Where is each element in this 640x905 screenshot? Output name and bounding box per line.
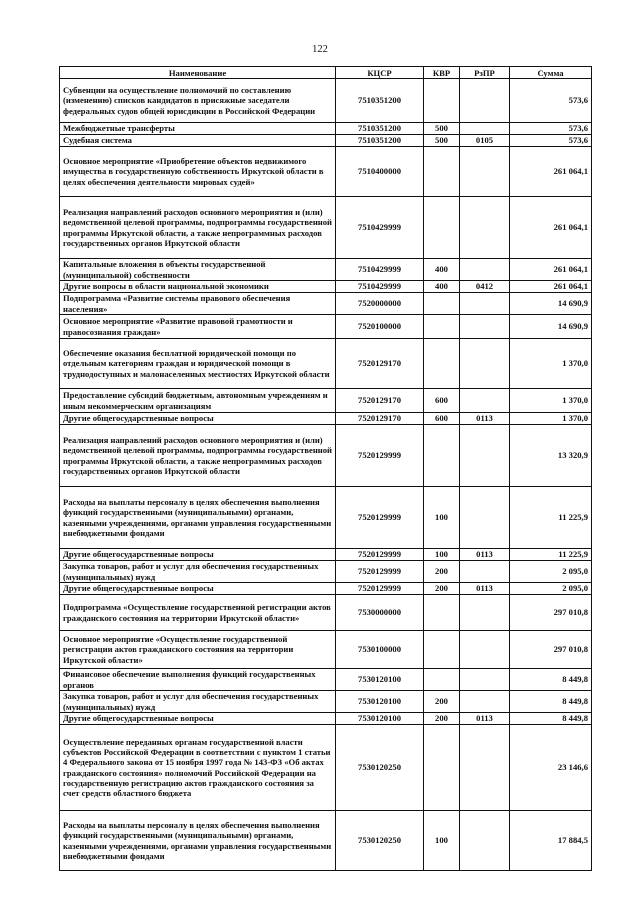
header-name: Наименование [60,67,336,79]
row-kvr: 200 [424,713,460,725]
row-rzpr [460,691,510,713]
row-sum: 11 225,9 [510,487,592,549]
row-kcsr: 7520129170 [336,413,424,425]
row-kvr [424,425,460,487]
row-kvr [424,595,460,631]
row-rzpr: 0113 [460,713,510,725]
row-kcsr: 7510400000 [336,147,424,197]
table-row [60,123,592,135]
row-kcsr: 7510429999 [336,259,424,281]
row-kvr [424,669,460,691]
table-row [60,293,592,315]
table-row [60,135,592,147]
table-row [60,79,592,123]
row-rzpr [460,669,510,691]
row-kvr [424,725,460,811]
row-kcsr: 7510429999 [336,281,424,293]
row-rzpr: 0113 [460,583,510,595]
row-sum: 8 449,8 [510,669,592,691]
row-kcsr: 7520129999 [336,549,424,561]
row-sum: 8 449,8 [510,691,592,713]
row-name: Закупка товаров, работ и услуг для обеспечения государственных (муниципальных) нужд [60,561,336,583]
row-name: Основное мероприятие «Приобретение объектов недвижимого имущества в государственную собственность Иркутской области в целях обеспечения деятельности мировых судей» [60,147,336,197]
table-row [60,713,592,725]
row-name: Субвенции на осуществление полномочий по составлению (изменению) списков кандидатов в присяжные заседатели федеральных судов общей юрисдикции в Российской Федерации [60,79,336,123]
row-sum: 14 690,9 [510,315,592,339]
table-row [60,413,592,425]
row-kcsr: 7520129170 [336,389,424,413]
row-kcsr: 7520129999 [336,487,424,549]
row-rzpr [460,811,510,871]
row-name: Осуществление переданных органам государственной власти субъектов Российской Федерации в соответствии с пунктом 1 статьи 4 Федерального закона от 15 ноября 1997 года № 143-ФЗ «Об актах гражданского состояния» полномочий Российской Федерации на государственную регистрацию актов гражданского состояния за счет средств областного бюджета [60,725,336,811]
row-sum: 1 370,0 [510,339,592,389]
row-kvr [424,315,460,339]
row-sum: 2 095,0 [510,561,592,583]
header-rzpr: РзПР [460,67,510,79]
row-name: Реализация направлений расходов основного мероприятия и (или) ведомственной целевой программы, подпрограммы государственной программы Иркутской области, а также непрограммных расходов государственных органов Иркутской области [60,425,336,487]
row-rzpr [460,561,510,583]
row-sum: 23 146,6 [510,725,592,811]
row-rzpr [460,339,510,389]
row-sum: 573,6 [510,79,592,123]
header-kcsr: КЦСР [336,67,424,79]
row-kcsr: 7530100000 [336,631,424,669]
row-sum: 261 064,1 [510,281,592,293]
row-sum: 573,6 [510,135,592,147]
row-rzpr [460,425,510,487]
row-kvr: 100 [424,811,460,871]
row-kvr: 400 [424,259,460,281]
row-sum: 17 884,5 [510,811,592,871]
table-row [60,549,592,561]
row-sum: 261 064,1 [510,197,592,259]
row-name: Другие общегосударственные вопросы [60,413,336,425]
row-kvr: 100 [424,487,460,549]
row-name: Основное мероприятие «Развитие правовой грамотности и правосознания граждан» [60,315,336,339]
row-kcsr: 7530120100 [336,713,424,725]
row-name: Другие общегосударственные вопросы [60,713,336,725]
row-sum: 14 690,9 [510,293,592,315]
row-kvr: 600 [424,389,460,413]
table-row [60,691,592,713]
header-kvr: КВР [424,67,460,79]
row-kcsr: 7510351200 [336,123,424,135]
table-row [60,583,592,595]
row-name: Реализация направлений расходов основного мероприятия и (или) ведомственной целевой программы, подпрограммы государственной программы Иркутской области, а также непрограммных расходов государственных органов Иркутской области [60,197,336,259]
row-name: Расходы на выплаты персоналу в целях обеспечения выполнения функций государственными (муниципальными) органами, казенными учреждениями, органами управления государственными внебюджетными фондами [60,811,336,871]
row-name: Другие вопросы в области национальной экономики [60,281,336,293]
row-kvr [424,197,460,259]
row-rzpr [460,147,510,197]
row-rzpr [460,123,510,135]
row-kvr [424,79,460,123]
row-sum: 8 449,8 [510,713,592,725]
row-kcsr: 7520000000 [336,293,424,315]
table-row [60,197,592,259]
row-kvr [424,147,460,197]
row-rzpr [460,79,510,123]
row-kvr: 100 [424,549,460,561]
row-kcsr: 7520129999 [336,425,424,487]
row-name: Судебная система [60,135,336,147]
row-name: Межбюджетные трансферты [60,123,336,135]
row-kcsr: 7510429999 [336,197,424,259]
row-name: Расходы на выплаты персоналу в целях обеспечения выполнения функций государственными (муниципальными) органами, казенными учреждениями, органами управления государственными внебюджетными фондами [60,487,336,549]
row-rzpr [460,259,510,281]
row-kcsr: 7520129170 [336,339,424,389]
row-kcsr: 7530120250 [336,811,424,871]
row-sum: 297 010,8 [510,631,592,669]
row-name: Капитальные вложения в объекты государственной (муниципальной) собственности [60,259,336,281]
row-name: Другие общегосударственные вопросы [60,583,336,595]
row-sum: 1 370,0 [510,413,592,425]
row-kvr [424,631,460,669]
table-row [60,561,592,583]
row-kcsr: 7530120100 [336,669,424,691]
row-kvr: 600 [424,413,460,425]
table-row [60,281,592,293]
row-rzpr: 0113 [460,549,510,561]
row-kvr: 200 [424,583,460,595]
row-name: Обеспечение оказания бесплатной юридической помощи по отдельным категориям граждан и юридической помощи в труднодоступных и малонаселенных местностях Иркутской области [60,339,336,389]
row-kcsr: 7530120100 [336,691,424,713]
row-rzpr [460,293,510,315]
row-kcsr: 7520129999 [336,561,424,583]
row-rzpr: 0412 [460,281,510,293]
table-row [60,631,592,669]
row-rzpr [460,595,510,631]
row-kcsr: 7530120250 [336,725,424,811]
row-rzpr [460,315,510,339]
table-row [60,339,592,389]
row-sum: 573,6 [510,123,592,135]
table-row [60,425,592,487]
header-sum: Сумма [510,67,592,79]
table-row [60,811,592,871]
table-header-row [60,67,592,79]
row-rzpr: 0105 [460,135,510,147]
row-name: Основное мероприятие «Осуществление государственной регистрации актов гражданского состояния на территории Иркутской области» [60,631,336,669]
row-sum: 297 010,8 [510,595,592,631]
row-kvr: 200 [424,561,460,583]
table-row [60,669,592,691]
row-kvr [424,339,460,389]
row-name: Другие общегосударственные вопросы [60,549,336,561]
row-rzpr [460,389,510,413]
row-name: Подпрограмма «Развитие системы правового обеспечения населения» [60,293,336,315]
row-kvr: 500 [424,123,460,135]
row-kvr: 500 [424,135,460,147]
row-kcsr: 7520129999 [336,583,424,595]
row-kvr [424,293,460,315]
table-row [60,147,592,197]
row-name: Финансовое обеспечение выполнения функций государственных органов [60,669,336,691]
row-rzpr: 0113 [460,413,510,425]
row-rzpr [460,631,510,669]
table-row [60,595,592,631]
table-row [60,725,592,811]
row-name: Предоставление субсидий бюджетным, автономным учреждениям и иным некоммерческим организациям [60,389,336,413]
row-kcsr: 7530000000 [336,595,424,631]
row-rzpr [460,487,510,549]
row-sum: 13 320,9 [510,425,592,487]
row-name: Закупка товаров, работ и услуг для обеспечения государственных (муниципальных) нужд [60,691,336,713]
row-kvr: 400 [424,281,460,293]
row-sum: 261 064,1 [510,259,592,281]
row-sum: 11 225,9 [510,549,592,561]
row-sum: 2 095,0 [510,583,592,595]
page-number: 122 [312,44,328,55]
row-kcsr: 7510351200 [336,79,424,123]
row-rzpr [460,725,510,811]
row-sum: 1 370,0 [510,389,592,413]
table-row [60,315,592,339]
row-kvr: 200 [424,691,460,713]
budget-table [59,66,592,871]
table-row [60,487,592,549]
row-kcsr: 7520100000 [336,315,424,339]
row-rzpr [460,197,510,259]
row-kcsr: 7510351200 [336,135,424,147]
row-name: Подпрограмма «Осуществление государственной регистрации актов гражданского состояния на территории Иркутской области» [60,595,336,631]
table-row [60,259,592,281]
row-sum: 261 064,1 [510,147,592,197]
table-row [60,389,592,413]
